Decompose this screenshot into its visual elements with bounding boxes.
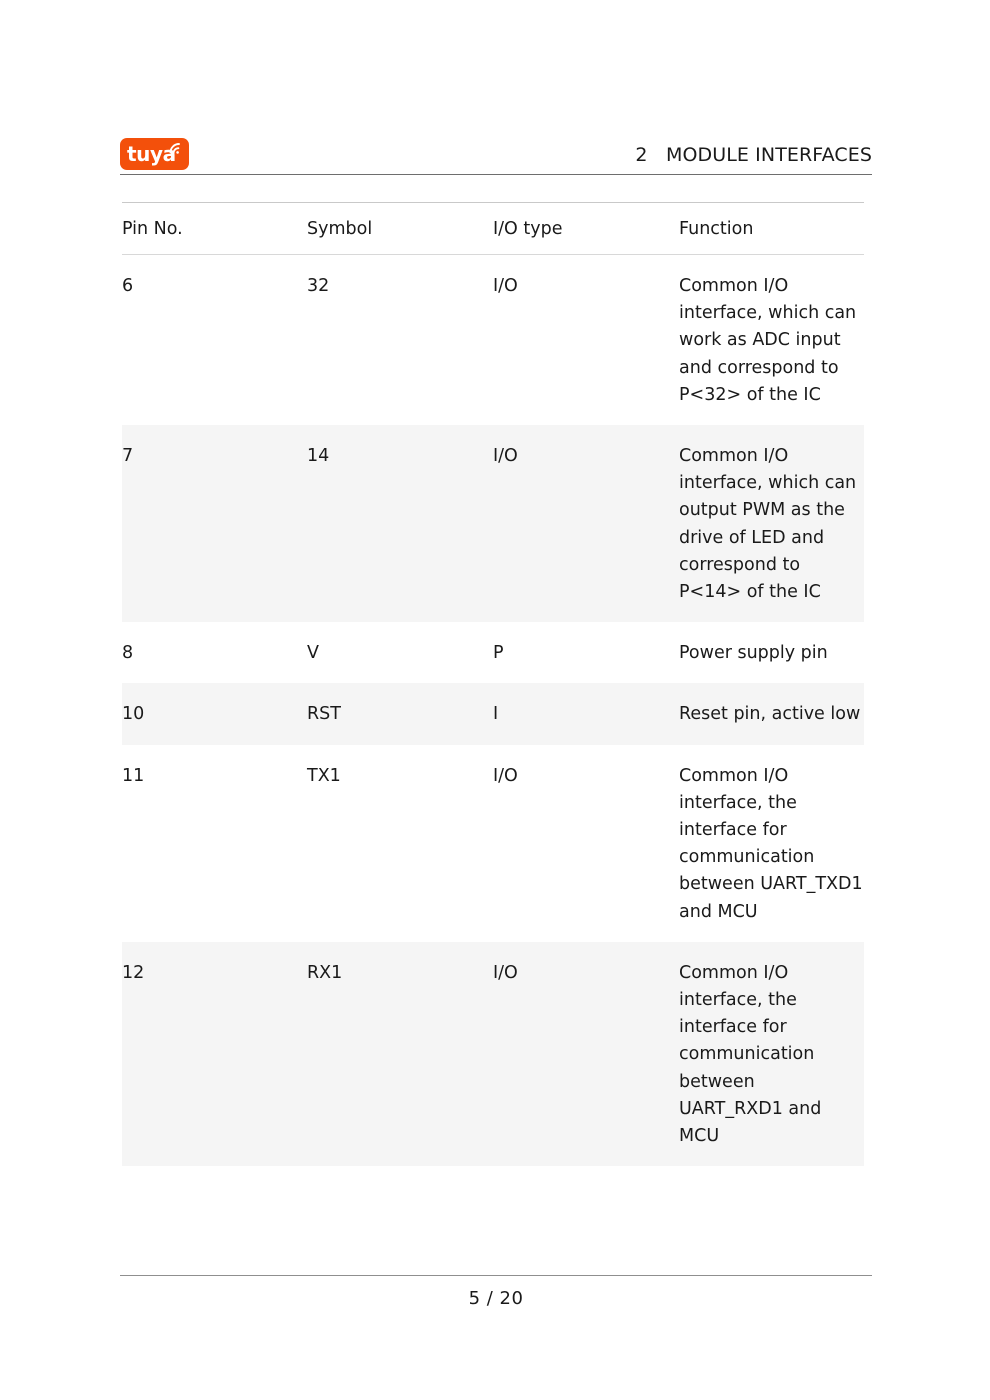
table-row	[122, 425, 864, 622]
cell-symbol: 32	[307, 276, 330, 296]
cell-symbol: V	[307, 643, 319, 664]
cell-io-type: I/O	[493, 425, 679, 622]
cell-symbol: 14	[307, 425, 493, 622]
column-header-function: Function	[679, 203, 864, 255]
cell-io-type: P	[493, 643, 504, 664]
column-header-io-type: I/O type	[493, 203, 679, 255]
table-row	[122, 255, 864, 426]
cell-symbol: RX1	[307, 942, 493, 1166]
cell-pin-no: 6	[122, 276, 134, 296]
table-row	[122, 942, 864, 1166]
cell-pin-no: 8	[122, 643, 134, 664]
cell-function: Power supply pin	[679, 643, 828, 664]
cell-io-type: I/O	[493, 276, 518, 296]
cell-function: Common I/O interface, which can work as ADC input and correspond to P<32> of the IC	[679, 276, 857, 405]
table-body	[122, 255, 864, 1167]
pin-table-container	[122, 202, 864, 1166]
page-footer	[120, 1275, 872, 1309]
cell-pin-no: 10	[122, 683, 307, 744]
page-number: 5 / 20	[468, 1288, 524, 1309]
cell-io-type: I/O	[493, 765, 518, 786]
cell-function: Reset pin, active low	[679, 683, 864, 744]
table-header	[122, 203, 864, 255]
column-header-symbol: Symbol	[307, 203, 493, 255]
wifi-arc-icon	[169, 141, 184, 154]
page-header	[120, 122, 872, 175]
cell-pin-no: 12	[122, 942, 307, 1166]
chapter-title: 2 MODULE INTERFACES	[635, 144, 872, 166]
cell-pin-no: 7	[122, 425, 307, 622]
cell-function: Common I/O interface, the interface for communication between UART_RXD1 and MCU	[679, 942, 864, 1166]
logo-wordmark: tuya	[127, 142, 176, 166]
cell-io-type: I	[493, 683, 679, 744]
tuya-logo	[120, 138, 189, 170]
cell-io-type: I/O	[493, 942, 679, 1166]
column-header-pin-no: Pin No.	[122, 203, 307, 255]
cell-function: Common I/O interface, the interface for communication between UART_TXD1 and MCU	[679, 765, 863, 922]
cell-symbol: TX1	[307, 765, 341, 786]
table-row	[122, 622, 864, 683]
cell-pin-no: 11	[122, 765, 145, 786]
table-header-row	[122, 203, 864, 255]
table-row	[122, 683, 864, 744]
cell-function: Common I/O interface, which can output PWM as the drive of LED and correspond to P<14> of the IC	[679, 425, 864, 622]
table-row	[122, 745, 864, 942]
pin-definition-table	[122, 202, 864, 1166]
cell-symbol: RST	[307, 683, 493, 744]
